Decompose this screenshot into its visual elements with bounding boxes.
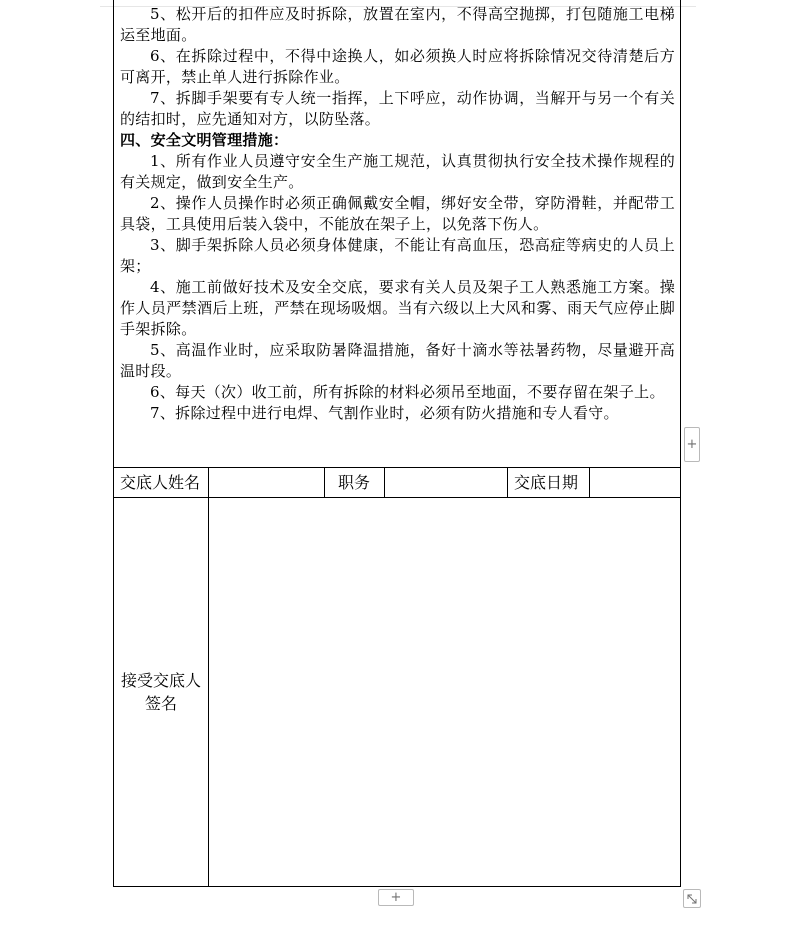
disclosure-table (113, 0, 681, 887)
plus-icon: + (390, 890, 402, 905)
paragraph: 5、松开后的扣件应及时拆除，放置在室内，不得高空抛掷，打包随施工电梯运至地面。 (120, 5, 675, 44)
add-row-button[interactable] (684, 427, 700, 462)
table-resize-handle[interactable] (683, 889, 701, 908)
paragraph: 3、脚手架拆除人员必须身体健康，不能让有高血压，恐高症等病史的人员上架； (120, 236, 675, 275)
content-cell[interactable] (114, 0, 680, 468)
receiver-signature-label (114, 498, 208, 886)
discloser-name-label: 交底人姓名 (120, 473, 201, 492)
paragraph: 6、每天（次）收工前，所有拆除的材料必须吊至地面，不要存留在架子上。 (150, 383, 665, 401)
paragraph: 5、高温作业时，应采取防暑降温措施，备好十滴水等祛暑药物，尽量避开高温时段。 (120, 341, 675, 380)
paragraph: 1、所有作业人员遵守安全生产施工规范，认真贯彻执行安全技术操作规程的有关规定，做到安全生产。 (120, 152, 675, 191)
receiver-signature-field[interactable] (209, 498, 680, 886)
paragraph: 7、拆脚手架要有专人统一指挥，上下呼应，动作协调，当解开与另一个有关的结扣时，应先通知对方，以防坠落。 (120, 89, 675, 128)
discloser-name-field[interactable] (209, 468, 324, 497)
signature-row (114, 498, 680, 886)
receiver-signature-label-line2: 签名 (144, 694, 177, 713)
receiver-signature-label-line1: 接受交底人 (120, 671, 201, 690)
section-heading: 四、安全文明管理措施： (120, 131, 289, 149)
paragraph: 6、在拆除过程中，不得中途换人，如必须换人时应将拆除情况交待清楚后方可离开，禁止单人进行拆除作业。 (120, 47, 675, 86)
add-column-button[interactable] (378, 889, 414, 906)
disclosure-date-field[interactable] (590, 468, 680, 497)
disclosure-date-label: 交底日期 (514, 473, 579, 492)
paragraph: 7、拆除过程中进行电焊、气割作业时，必须有防火措施和专人看守。 (150, 404, 619, 422)
paragraph: 2、操作人员操作时必须正确佩戴安全帽，绑好安全带，穿防滑鞋，并配带工具袋，工具使用后装入袋中，不能放在架子上，以免落下伤人。 (120, 194, 675, 233)
resize-diagonal-icon (686, 893, 698, 905)
info-row (114, 468, 680, 498)
plus-icon: + (686, 437, 698, 452)
position-field[interactable] (385, 468, 507, 497)
position-label: 职务 (338, 473, 371, 492)
paragraph: 4、施工前做好技术及安全交底，要求有关人员及架子工人熟悉施工方案。操作人员严禁酒后上班，严禁在现场吸烟。当有六级以上大风和雾、雨天气应停止脚手架拆除。 (120, 278, 675, 338)
content-text (120, 4, 675, 424)
